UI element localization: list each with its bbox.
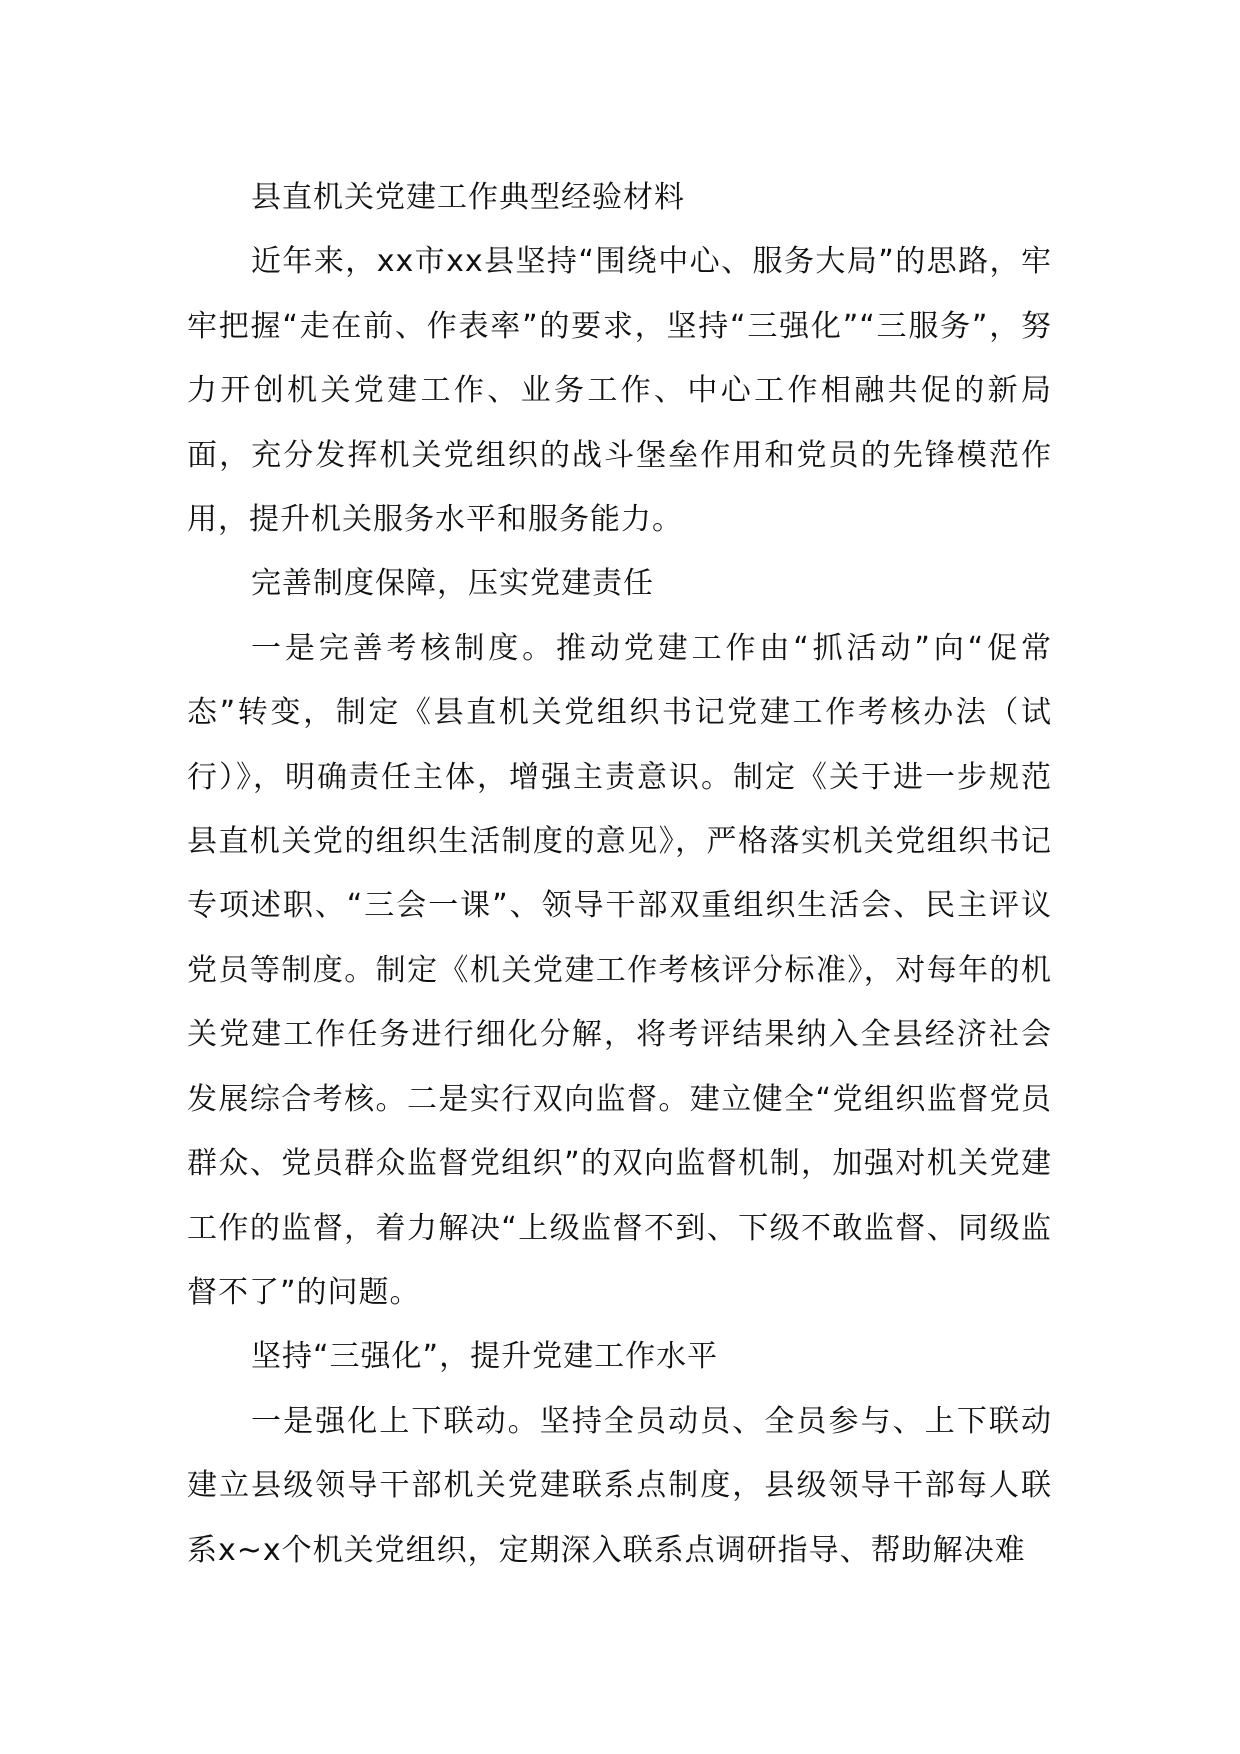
section-heading-2: 坚持“三强化”，提升党建工作水平: [251, 1339, 719, 1375]
section-1-paragraph: 一是完善考核制度。推动党建工作由“抓活动”向“促常态”转变，制定《县直机关党组织书记党建工作考核办法（试行）》，明确责任主体，增强主责意识。制定《关于进一步规范县直机关党的组织生活制度的意见》，严格落实机关党组织书记专项述职、“三会一课”、领导干部双重组织生活会、民主评议党员等制度。制定《机关党建工作考核评分标准》，对每年的机关党建工作任务进行细化分解，将考评结果纳入全县经济社会发展综合考核。二是实行双向监督。建立健全“党组织监督党员群众、党员群众监督党组织”的双向监督机制，加强对机关党建工作的监督，着力解决“上级监督不到、下级不敢监督、同级监督不了”的问题。: [187, 630, 1052, 1310]
document-body: [187, 166, 1052, 1583]
section-heading-1: 完善制度保障，压实党建责任: [251, 566, 654, 602]
intro-paragraph: 近年来，xx市xx县坚持“围绕中心、服务大局”的思路，牢牢把握“走在前、作表率”的要求，坚持“三强化”“三服务”，努力开创机关党建工作、业务工作、中心工作相融共促的新局面，充分发挥机关党组织的战斗堡垒作用和党员的先锋模范作用，提升机关服务水平和服务能力。: [187, 244, 1052, 538]
section-2-paragraph: 一是强化上下联动。坚持全员动员、全员参与、上下联动建立县级领导干部机关党建联系点制度，县级领导干部每人联系x~x个机关党组织，定期深入联系点调研指导、帮助解决难: [187, 1403, 1052, 1568]
document-title: 县直机关党建工作典型经验材料: [251, 180, 685, 215]
